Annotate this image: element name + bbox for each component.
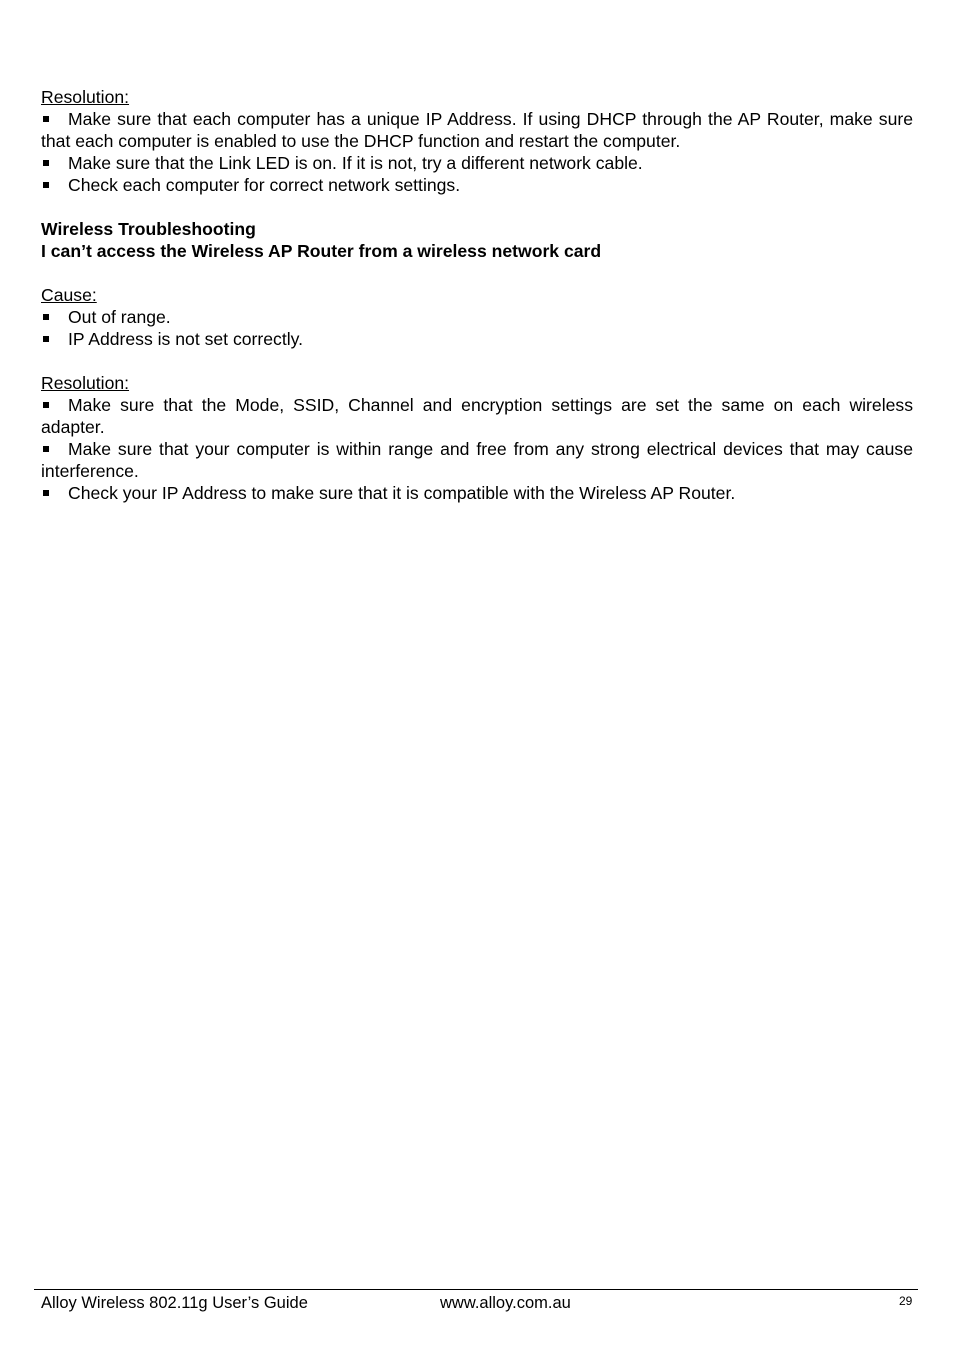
list-item: Check your IP Address to make sure that it is compatible with the Wireless AP Router. xyxy=(41,482,913,504)
spacer xyxy=(41,350,913,372)
footer-divider xyxy=(34,1289,918,1290)
bullet-icon xyxy=(43,314,49,320)
resolution-heading-1: Resolution: xyxy=(41,87,130,107)
section-title: Wireless Troubleshooting xyxy=(41,219,256,239)
list-item: Check each computer for correct network settings. xyxy=(41,174,913,196)
list-item: Make sure that the Link LED is on. If it is not, try a different network cable. xyxy=(41,152,913,174)
section-subtitle: I can’t access the Wireless AP Router from a wireless network card xyxy=(41,241,602,261)
bullet-icon xyxy=(43,116,49,122)
bullet-icon xyxy=(43,160,49,166)
resolution-heading-2: Resolution: xyxy=(41,373,130,393)
footer-guide-title: Alloy Wireless 802.11g User’s Guide xyxy=(41,1294,308,1312)
resolution-list-2 xyxy=(41,394,913,504)
spacer xyxy=(41,196,913,218)
page-content xyxy=(41,86,913,504)
list-item: Make sure that the Mode, SSID, Channel and encryption settings are set the same on each wireless adapter. xyxy=(41,395,913,437)
bullet-icon xyxy=(43,446,49,452)
resolution-list-1 xyxy=(41,108,913,196)
bullet-icon xyxy=(43,182,49,188)
page-number: 29 xyxy=(899,1294,913,1308)
list-item: IP Address is not set correctly. xyxy=(41,328,913,350)
bullet-icon xyxy=(43,336,49,342)
list-item: Make sure that each computer has a unique IP Address. If using DHCP through the AP Router, make sure that each computer is enabled to use the DHCP function and restart the computer. xyxy=(41,109,913,151)
bullet-icon xyxy=(43,402,49,408)
spacer xyxy=(41,262,913,284)
list-item: Out of range. xyxy=(41,306,913,328)
list-item: Make sure that your computer is within range and free from any strong electrical devices that may cause interference. xyxy=(41,439,913,481)
bullet-icon xyxy=(43,490,49,496)
cause-list xyxy=(41,306,913,350)
footer-website: www.alloy.com.au xyxy=(440,1294,571,1312)
cause-heading: Cause: xyxy=(41,285,97,305)
